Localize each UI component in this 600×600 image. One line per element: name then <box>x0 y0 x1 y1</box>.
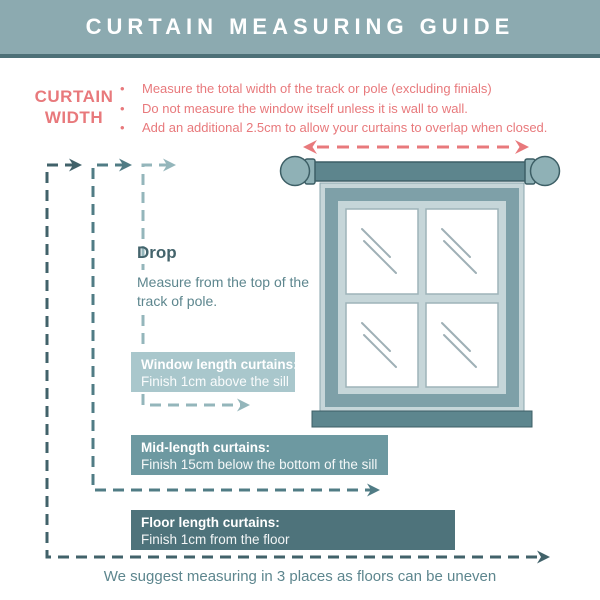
bullet-dot-icon: • <box>120 81 125 96</box>
drop-description: Measure from the top of the track of pole. <box>137 274 309 309</box>
floor-length-title: Floor length curtains: <box>141 515 280 530</box>
drop-section <box>137 243 312 311</box>
width-measure-arrow <box>303 140 529 154</box>
window-length-detail: Finish 1cm above the sill <box>141 374 289 389</box>
bullet-text: Do not measure the window itself unless it is wall to wall. <box>142 100 468 116</box>
curtain-width-label-line2: WIDTH <box>44 108 104 127</box>
curtain-width-label-line1: CURTAIN <box>34 87 114 106</box>
bullet-text: Measure the total width of the track or pole (excluding finials) <box>142 81 492 96</box>
footer-note: We suggest measuring in 3 places as floors can be uneven <box>103 568 497 585</box>
mid-length-title: Mid-length curtains: <box>141 440 270 455</box>
bullet-dot-icon: • <box>120 120 125 135</box>
floor-length-detail: Finish 1cm from the floor <box>141 532 290 547</box>
bullet-text: Add an additional 2.5cm to allow your curtains to overlap when closed. <box>142 120 548 135</box>
drop-title: Drop <box>137 243 177 262</box>
window-sill <box>312 411 532 427</box>
pole-finial-left <box>281 157 310 186</box>
pole-bar <box>312 162 528 181</box>
floor-length-box <box>131 510 455 550</box>
curtain-pole <box>281 157 560 186</box>
page-title: CURTAIN MEASURING GUIDE <box>85 14 515 39</box>
window <box>312 183 532 427</box>
bullet-dot-icon: • <box>120 100 125 116</box>
pole-finial-right <box>531 157 560 186</box>
window-length-title: Window length curtains: <box>141 357 298 372</box>
mid-length-detail: Finish 15cm below the bottom of the sill <box>141 457 378 472</box>
mid-length-box <box>131 435 388 475</box>
window-length-box <box>131 352 298 392</box>
